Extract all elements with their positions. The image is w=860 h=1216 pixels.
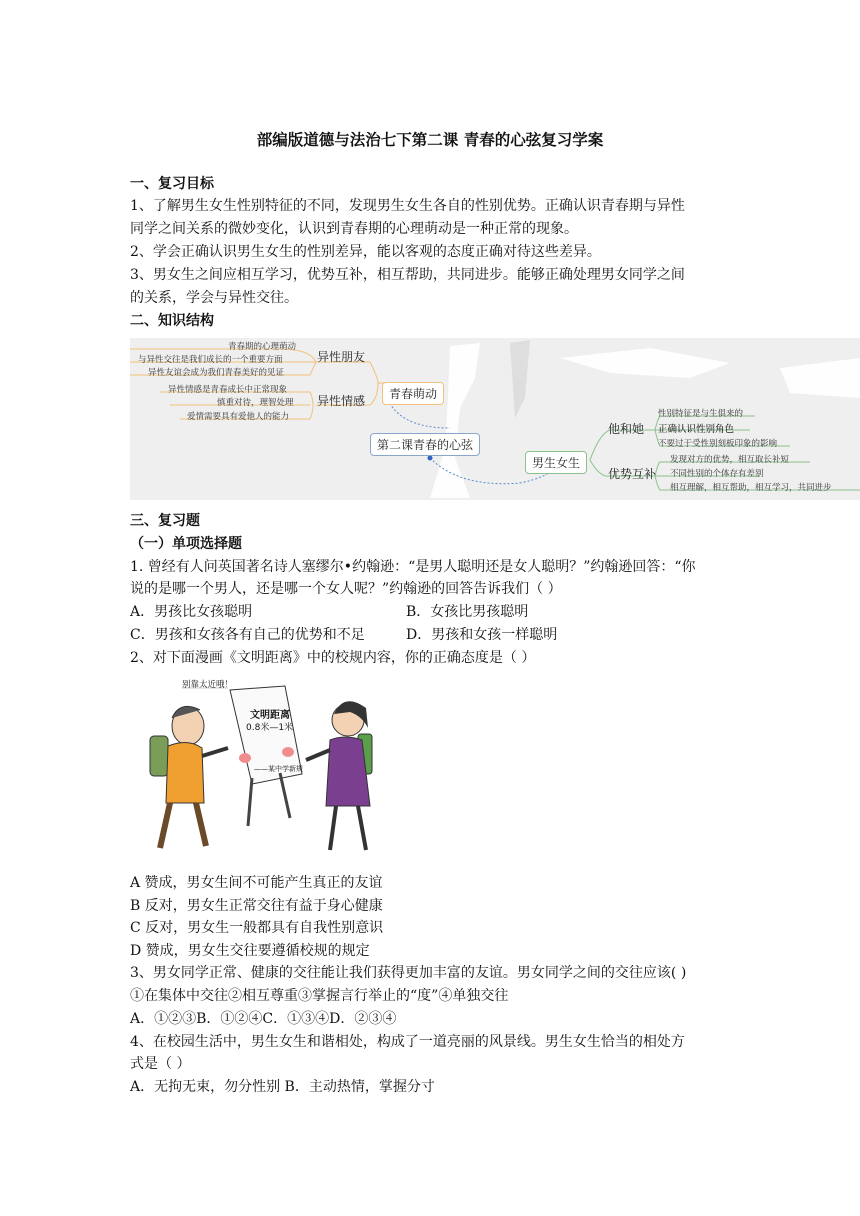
objective-line: 1、了解男生女生性别特征的不同，发现男生女生各自的性别优势。正确认识青春期与异性 (130, 198, 685, 214)
mind-map-node-emotion: 异性情感 (317, 394, 366, 408)
page-title: 部编版道德与法治七下第二课 青春的心弦复习学案 (256, 130, 604, 149)
question-1-line: 1. 曾经有人问英国著名诗人塞缪尔•约翰逊：“是男人聪明还是女人聪明？”约翰逊回答：“你 (130, 559, 696, 575)
mind-map-leaf: 正确认识性别角色 (658, 424, 735, 435)
mind-map-leaf: 不同性别的个体存有差别 (670, 469, 764, 479)
question-2-option-a: A 赞成，男女生间不可能产生真正的友谊 (130, 875, 383, 891)
comic-sign-footer: ——某中学新规 (254, 765, 303, 773)
section-heading-objectives: 一、复习目标 (130, 176, 214, 192)
mind-map-leaf: 不要过于受性别刻板印象的影响 (658, 439, 778, 449)
comic-speech-bubble: 别靠太近哦！ (182, 680, 234, 690)
objective-line: 3、男女生之间应相互学习，优势互补，相互帮助，共同进步。能够正确处理男女同学之间 (130, 267, 685, 283)
section-heading-exercises: 三、复习题 (130, 513, 200, 529)
question-1-option-c: C．男孩和女孩各有自己的优势和不足 (130, 627, 365, 643)
subsection-heading: （一）单项选择题 (130, 536, 242, 552)
question-2-line: 2、对下面漫画《文明距离》中的校规内容，你的正确态度是（ ） (130, 650, 536, 666)
question-1-option-d: D．男孩和女孩一样聪明 (406, 627, 558, 643)
mind-map-node-boys-girls: 男生女生 (525, 451, 587, 474)
question-1-option-b: B．女孩比男孩聪明 (406, 604, 529, 620)
mind-map-leaf: 发现对方的优势，相互取长补短 (670, 455, 790, 465)
mind-map-leaf: 异性友谊会成为我们青春美好的见证 (148, 368, 285, 378)
question-2-option-c: C 反对，男女生一般都具有自我性别意识 (130, 920, 384, 936)
comic-sign-value: 0.8米—1米 (246, 723, 294, 733)
objective-line: 2、学会正确认识男生女生的性别差异，能以客观的态度正确对待这些差异。 (130, 244, 601, 260)
mind-map-node-advantage: 优势互补 (608, 467, 657, 481)
question-1-option-a: A．男孩比女孩聪明 (130, 604, 253, 620)
mind-map-leaf: 爱情需要具有爱他人的能力 (187, 412, 290, 422)
question-3-line: 3、男女同学正常、健康的交往能让我们获得更加丰富的友谊。男女同学之间的交往应该( ) (130, 965, 687, 981)
comic-sign-title: 文明距离 (250, 710, 290, 721)
mind-map-leaf: 与异性交往是我们成长的一个重要方面 (138, 355, 283, 365)
objective-line: 的关系，学会与异性交往。 (130, 290, 298, 306)
mind-map-node-he-she: 他和她 (608, 422, 645, 436)
comic-illustration (130, 678, 380, 863)
mind-map-leaf: 慎重对待，理智处理 (217, 398, 294, 408)
mind-map-leaf: 性别特征是与生俱来的 (658, 409, 744, 419)
question-2-option-d: D 赞成，男女生交往要遵循校规的规定 (130, 943, 370, 959)
question-4-line: 式是（ ） (130, 1056, 191, 1072)
mind-map-node-friend: 异性朋友 (317, 350, 366, 364)
mind-map-leaf: 相互理解，相互帮助，相互学习，共同进步 (670, 483, 832, 493)
knowledge-mind-map (130, 338, 860, 500)
mind-map-center: 第二课青春的心弦 (370, 433, 480, 456)
question-3-options: A．①②③B．①②④C．①③④D．②③④ (130, 1011, 397, 1027)
question-2-option-b: B 反对，男女生正常交往有益于身心健康 (130, 898, 383, 914)
question-1-line: 说的是哪一个男人，还是哪一个女人呢？”约翰逊的回答告诉我们（ ） (130, 581, 562, 597)
mind-map-leaf: 青春期的心理萌动 (228, 342, 297, 352)
question-4-line: 4、在校园生活中，男生女生和谐相处，构成了一道亮丽的风景线。男生女生恰当的相处方 (130, 1034, 685, 1050)
question-3-line: ①在集体中交往②相互尊重③掌握言行举止的“度”④单独交往 (130, 988, 509, 1004)
question-4-options: A．无拘无束，勿分性别 B．主动热情，掌握分寸 (130, 1079, 435, 1095)
objective-line: 同学之间关系的微妙变化，认识到青春期的心理萌动是一种正常的现象。 (130, 221, 578, 237)
mind-map-node-budding: 青春萌动 (382, 382, 444, 405)
section-heading-structure: 二、知识结构 (130, 313, 214, 329)
mind-map-leaf: 异性情感是青春成长中正常现象 (168, 385, 288, 395)
